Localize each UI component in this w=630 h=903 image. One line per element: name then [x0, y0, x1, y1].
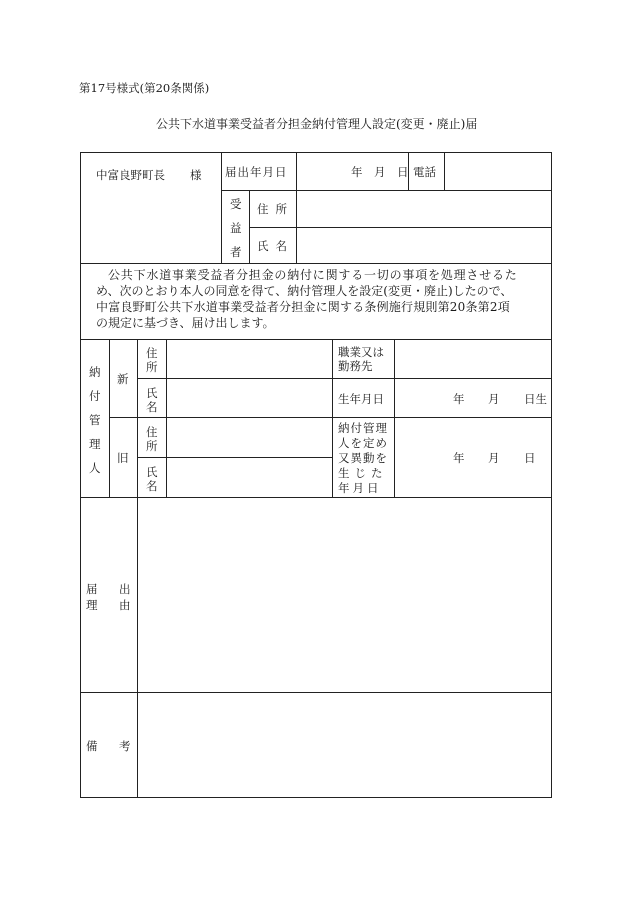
manager-label-4: 理: [89, 437, 101, 451]
beneficiary-label-1: 受: [230, 197, 242, 211]
change-date-label-2: 人を定め: [338, 436, 388, 450]
new-name-field[interactable]: [167, 379, 332, 417]
change-date-label-5: 年月日: [338, 481, 382, 495]
body-line-2: め、次のとおり本人の同意を得て、納付管理人を設定(変更・廃止)したので、: [96, 284, 513, 298]
change-year-label: 年: [453, 451, 465, 465]
new-address-field[interactable]: [167, 340, 332, 378]
old-name-field[interactable]: [167, 458, 332, 497]
beneficiary-name-field[interactable]: [297, 228, 551, 263]
submit-year-label: 年: [351, 165, 363, 179]
reason-field[interactable]: [138, 498, 551, 692]
reason-label-2: 出: [119, 582, 131, 596]
new-label: 新: [117, 372, 129, 386]
form-title: 公共下水道事業受益者分担金納付管理人設定(変更・廃止)届: [156, 117, 478, 131]
body-line-4: の規定に基づき、届け出します。: [96, 316, 275, 330]
occupation-field[interactable]: [395, 340, 551, 378]
old-name-label-2: 名: [146, 479, 158, 493]
submit-day-label: 日: [397, 165, 409, 179]
reason-label-1: 届: [86, 582, 98, 596]
change-day-label: 日: [524, 451, 536, 465]
form-number: 第17号様式(第20条関係): [79, 81, 210, 95]
remarks-field[interactable]: [138, 693, 551, 797]
remarks-label-2: 考: [119, 739, 131, 753]
change-month-label: 月: [488, 451, 500, 465]
change-date-label-4: 生じた: [338, 466, 388, 480]
change-date-label-3: 又異動を: [338, 451, 388, 465]
beneficiary-name-label: 氏名: [257, 239, 294, 253]
change-date-label-1: 納付管理: [338, 421, 388, 435]
reason-label-3: 理: [86, 598, 98, 612]
phone-field[interactable]: [445, 153, 551, 190]
submit-date-label: 届出年月日: [225, 165, 288, 179]
birth-year-label: 年: [453, 392, 465, 406]
phone-label: 電話: [413, 165, 436, 179]
manager-label-1: 納: [89, 365, 101, 379]
manager-label-2: 付: [89, 389, 101, 403]
remarks-label-1: 備: [86, 739, 98, 753]
manager-label-5: 人: [89, 461, 101, 475]
occupation-label-1: 職業又は: [338, 345, 384, 359]
addressee: 中富良野町長: [96, 168, 165, 182]
old-name-label-1: 氏: [146, 465, 158, 479]
occupation-label-2: 勤務先: [338, 359, 373, 373]
old-address-label-2: 所: [146, 439, 158, 453]
new-address-label-2: 所: [146, 360, 158, 374]
birth-month-label: 月: [488, 392, 500, 406]
reason-label-4: 由: [119, 598, 131, 612]
old-address-field[interactable]: [167, 418, 332, 457]
beneficiary-label-2: 益: [230, 221, 242, 235]
birth-day-label: 日生: [524, 392, 547, 406]
new-address-label-1: 住: [146, 346, 158, 360]
body-line-3: 中富良野町公共下水道事業受益者分担金に関する条例施行規則第20条第2項: [96, 300, 510, 314]
addressee-honorific: 様: [190, 168, 202, 182]
beneficiary-address-field[interactable]: [297, 191, 551, 227]
manager-label-3: 管: [89, 413, 101, 427]
old-address-label-1: 住: [146, 425, 158, 439]
new-name-label-2: 名: [146, 400, 158, 414]
beneficiary-label-3: 者: [230, 245, 242, 259]
old-label: 旧: [117, 451, 129, 465]
submit-month-label: 月: [374, 165, 386, 179]
beneficiary-address-label: 住所: [257, 202, 294, 216]
new-name-label-1: 氏: [146, 386, 158, 400]
body-line-1: 公共下水道事業受益者分担金の納付に関する一切の事項を処理させるた: [108, 268, 518, 282]
birthdate-label: 生年月日: [338, 392, 384, 406]
